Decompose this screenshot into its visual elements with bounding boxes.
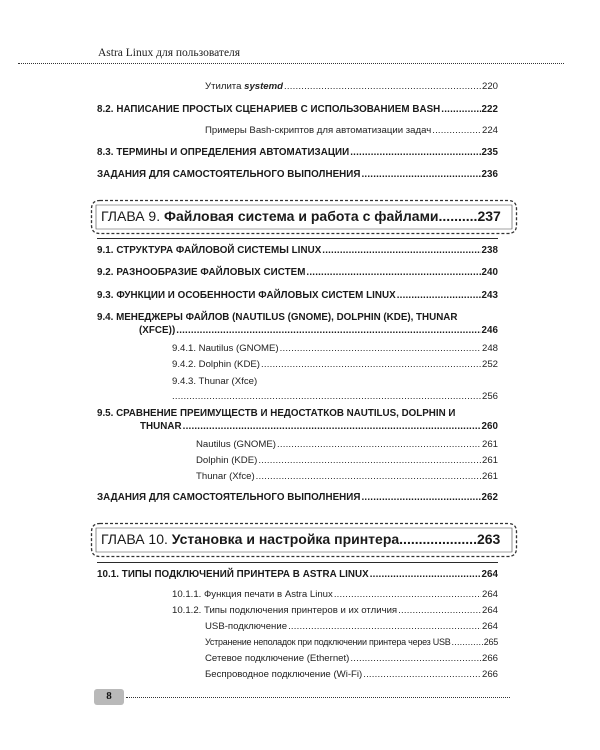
toc-entry-label: Устранение неполадок при подключении принтера через USB [205, 637, 451, 647]
toc-page-number: 262 [481, 492, 498, 503]
toc-page-number: 235 [481, 147, 498, 158]
toc-entry[interactable] [196, 470, 498, 483]
toc-entry-label-line[interactable] [172, 375, 498, 388]
toc-entry[interactable] [205, 124, 498, 137]
toc-entry[interactable] [97, 168, 498, 181]
leader-dots [432, 124, 481, 137]
toc-page-number: 236 [481, 169, 498, 180]
leader-dots [397, 289, 481, 302]
toc-entry-continuation[interactable] [97, 420, 498, 433]
toc-page-number: 222 [481, 104, 498, 115]
toc-page-number: 220 [481, 81, 498, 92]
toc-entry[interactable] [97, 103, 498, 116]
toc-entry-label: 9.2. РАЗНООБРАЗИЕ ФАЙЛОВЫХ СИСТЕМ [97, 267, 306, 278]
toc-page-number: 264 [481, 621, 498, 632]
toc-entry-label: 9.3. ФУНКЦИИ И ОСОБЕННОСТИ ФАЙЛОВЫХ СИСТЕМ LINUX [97, 290, 396, 301]
toc-entry[interactable] [205, 652, 498, 665]
toc-entry-label: (XFCE)) [139, 325, 176, 336]
chapter-9-banner[interactable] [90, 199, 518, 235]
toc-page-number: 266 [481, 669, 498, 680]
toc-entry-label: 9.4.3. Thunar (Xfce) [172, 376, 258, 387]
toc-entry[interactable] [97, 146, 498, 159]
leader-dots [306, 266, 480, 279]
leader-dots [398, 604, 481, 617]
toc-entry-label: 10.1.2. Типы подключения принтеров и их отличия [172, 605, 398, 616]
toc-entry[interactable] [97, 568, 498, 581]
leader-dots [256, 470, 481, 483]
header-divider [18, 63, 564, 64]
toc-entry-label-emphasis: systemd [244, 81, 284, 92]
toc-entry[interactable] [172, 604, 498, 617]
toc-entry[interactable] [205, 668, 498, 681]
toc-page-number: 261 [481, 455, 498, 466]
toc-entry-wrapped[interactable] [97, 407, 498, 420]
leader-dots [334, 588, 481, 601]
toc-entry-label: 9.4.1. Nautilus (GNOME) [172, 343, 279, 354]
toc-page-number: 238 [481, 245, 498, 256]
section-divider [97, 238, 498, 239]
toc-page-number: 256 [481, 391, 498, 402]
running-header: Astra Linux для пользователя [98, 47, 241, 59]
toc-entry[interactable] [97, 266, 498, 279]
chapter-page-number: 263 [476, 531, 501, 547]
leader-dots [441, 103, 480, 116]
toc-entry-label: 8.3. ТЕРМИНЫ И ОПРЕДЕЛЕНИЯ АВТОМАТИЗАЦИИ [97, 147, 350, 158]
toc-entry-label: 8.2. НАПИСАНИЕ ПРОСТЫХ СЦЕНАРИЕВ С ИСПОЛЬЗОВАНИЕМ BASH [97, 104, 441, 115]
chapter-10-banner[interactable] [90, 522, 518, 558]
toc-entry-label: USB-подключение [205, 621, 288, 632]
toc-entry[interactable] [172, 342, 498, 355]
leader-dots [362, 168, 481, 181]
toc-entry-label: Dolphin (KDE) [196, 455, 258, 466]
toc-entry-label: ЗАДАНИЯ ДЛЯ САМОСТОЯТЕЛЬНОГО ВЫПОЛНЕНИЯ [97, 492, 361, 503]
leader-dots [176, 324, 480, 337]
toc-entry-label: Thunar (Xfce) [196, 471, 255, 482]
toc-page-number: 243 [481, 290, 498, 301]
toc-entry-label: Утилита [205, 81, 242, 92]
leader-dots [280, 342, 481, 355]
toc-page-number: 248 [481, 343, 498, 354]
toc-entry-label: 9.5. СРАВНЕНИЕ ПРЕИМУЩЕСТВ И НЕДОСТАТКОВ NAUTILUS, DOLPHIN И [97, 408, 456, 419]
chapter-title: Файловая система и работа с файлами [164, 208, 439, 224]
leader-dots [172, 390, 481, 403]
leader-dots [258, 454, 481, 467]
toc-entry[interactable] [97, 244, 498, 257]
toc-page-number: 264 [481, 569, 498, 580]
toc-entry[interactable] [172, 588, 498, 601]
toc-entry-label: Примеры Bash-скриптов для автоматизации задач [205, 125, 432, 136]
toc-page-number: 240 [481, 267, 498, 278]
page-number-badge [94, 689, 124, 705]
page-number: 8 [106, 690, 112, 702]
toc-page-number: 261 [481, 471, 498, 482]
toc-page-number: 246 [481, 325, 498, 336]
section-divider [97, 562, 498, 563]
toc-entry[interactable] [196, 438, 498, 451]
chapter-page-number: 237 [477, 208, 501, 224]
toc-page-number: 265 [483, 637, 498, 647]
leader-dots: .......... [438, 208, 478, 224]
toc-entry-label: 10.1.1. Функция печати в Astra Linux [172, 589, 333, 600]
toc-entry[interactable] [205, 620, 498, 633]
toc-entry-label: Беспроводное подключение (Wi-Fi) [205, 669, 363, 680]
toc-entry[interactable] [97, 289, 498, 302]
footer-divider [126, 697, 510, 698]
toc-page-number: 266 [481, 653, 498, 664]
leader-dots [363, 668, 481, 681]
toc-entry[interactable] [172, 358, 498, 371]
toc-page-number: 264 [481, 605, 498, 616]
toc-entry-label: 10.1. ТИПЫ ПОДКЛЮЧЕНИЙ ПРИНТЕРА В ASTRA LINUX [97, 569, 369, 580]
toc-entry-label: 9.4.2. Dolphin (KDE) [172, 359, 260, 370]
toc-entry[interactable] [205, 80, 498, 93]
toc-entry-continuation[interactable] [172, 390, 498, 403]
toc-entry-wrapped[interactable] [97, 311, 498, 324]
leader-dots [322, 244, 480, 257]
leader-dots [183, 420, 481, 433]
toc-entry-continuation[interactable] [97, 324, 498, 337]
chapter-number: ГЛАВА 9. [101, 208, 161, 224]
toc-entry-label: ЗАДАНИЯ ДЛЯ САМОСТОЯТЕЛЬНОГО ВЫПОЛНЕНИЯ [97, 169, 361, 180]
toc-page-number: 252 [481, 359, 498, 370]
leader-dots [350, 146, 480, 159]
leader-dots [350, 652, 481, 665]
toc-entry-label: Nautilus (GNOME) [196, 439, 276, 450]
leader-dots [288, 620, 481, 633]
toc-entry-label: 9.1. СТРУКТУРА ФАЙЛОВОЙ СИСТЕМЫ LINUX [97, 245, 322, 256]
toc-page-number: 260 [481, 421, 498, 432]
leader-dots [362, 491, 481, 504]
toc-entry-label: THUNAR [140, 421, 182, 432]
toc-entry[interactable] [97, 491, 498, 504]
chapter-title: Установка и настройка принтера [171, 531, 400, 547]
toc-page-number: 224 [481, 125, 498, 136]
toc-entry-label: Сетевое подключение (Ethernet) [205, 653, 350, 664]
leader-dots [370, 568, 481, 581]
toc-entry[interactable] [196, 454, 498, 467]
toc-entry-label: 9.4. МЕНЕДЖЕРЫ ФАЙЛОВ (NAUTILUS (GNOME), DOLPHIN (KDE), THUNAR [97, 312, 458, 323]
toc-entry[interactable] [205, 636, 498, 649]
leader-dots [284, 80, 481, 93]
chapter-number: ГЛАВА 10. [101, 531, 168, 547]
leader-dots [277, 438, 481, 451]
leader-dots: .................... [399, 531, 477, 547]
toc-page-number: 264 [481, 589, 498, 600]
toc-page-number: 261 [481, 439, 498, 450]
leader-dots [261, 358, 481, 371]
leader-dots [452, 636, 483, 649]
